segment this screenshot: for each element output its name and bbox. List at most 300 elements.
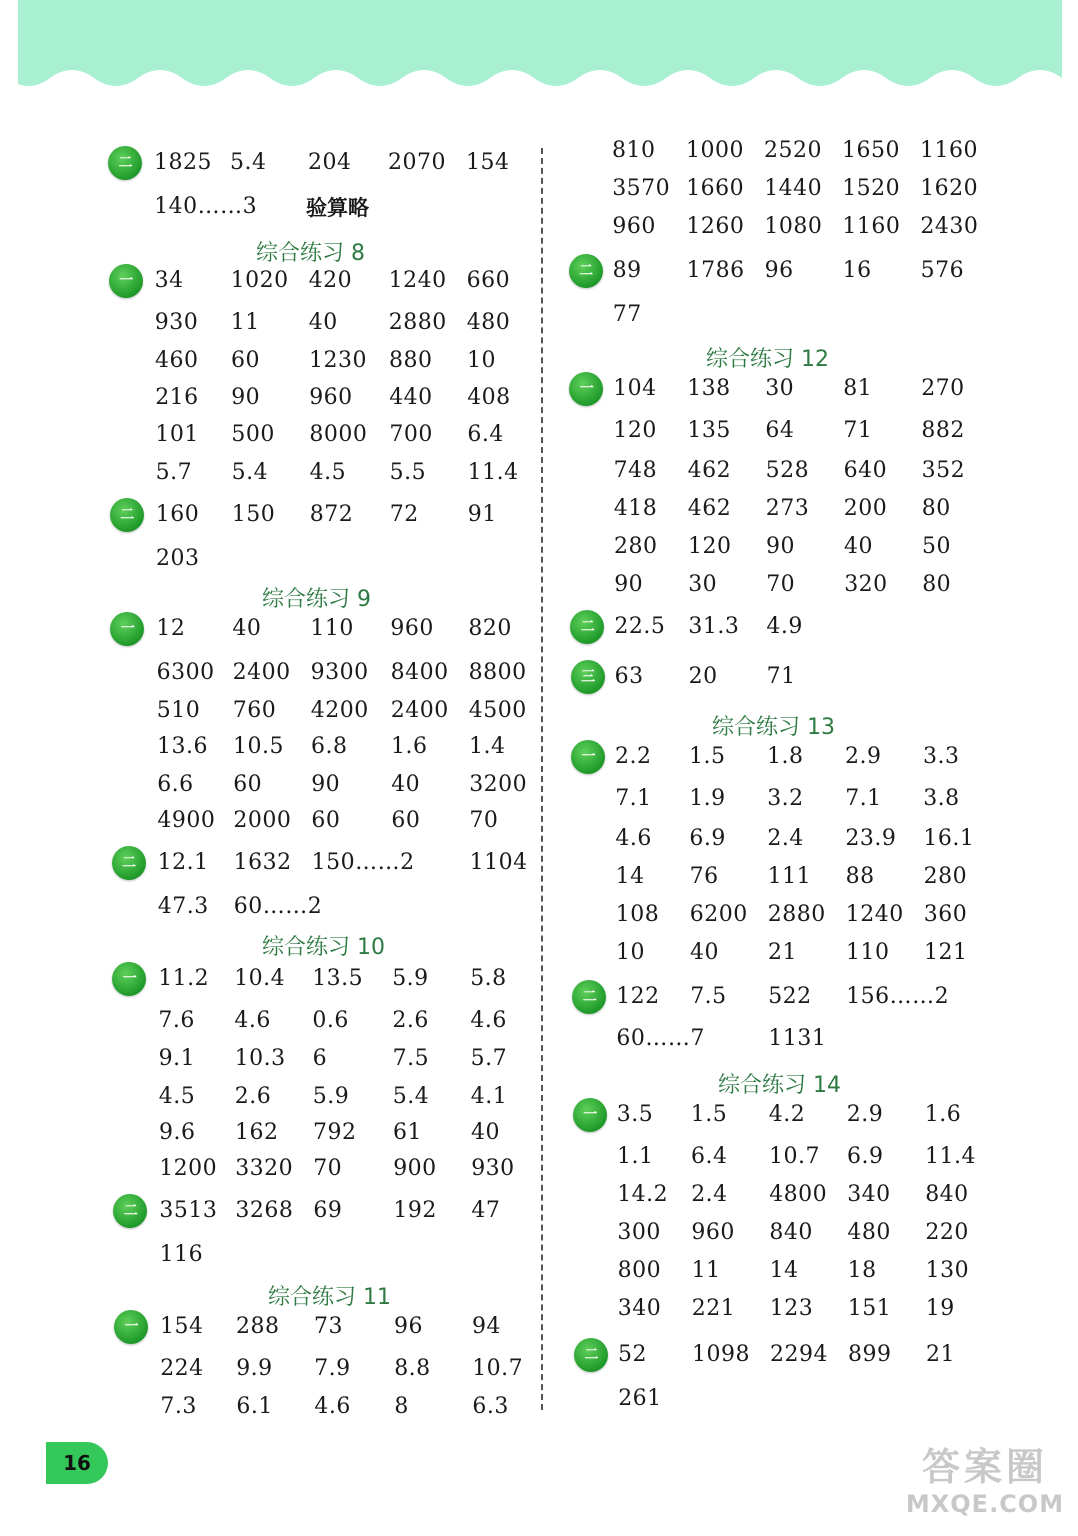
answer-value: 10.7	[769, 1144, 820, 1169]
answer-value: 162	[235, 1120, 279, 1145]
answer-value: 1.6	[391, 734, 428, 759]
answer-value: 72	[389, 502, 419, 527]
question-number-badge	[569, 372, 603, 406]
column-divider	[541, 148, 543, 1410]
answer-value: 5.4	[231, 460, 269, 485]
answer-value: 1786	[686, 258, 745, 283]
answer-value: 64	[765, 418, 795, 443]
verification-note: 验算略	[306, 196, 369, 220]
answer-value: 3320	[235, 1156, 294, 1181]
answer-value: 510	[156, 698, 201, 723]
answer-value: 640	[843, 458, 888, 483]
answer-value: 60……7	[616, 1026, 705, 1051]
answer-value: 10	[467, 348, 496, 373]
answer-value: 7.3	[160, 1394, 197, 1419]
badge-label: 一	[124, 1319, 138, 1335]
answer-value: 480	[466, 310, 511, 335]
question-number-badge	[572, 980, 606, 1014]
badge-label: 二	[579, 263, 593, 279]
answer-value: 60……2	[233, 894, 323, 919]
answer-value: 120	[688, 534, 732, 559]
answer-value: 11	[691, 1258, 721, 1283]
answer-value: 960	[691, 1220, 735, 1245]
answer-value: 116	[159, 1242, 204, 1267]
answer-value: 1160	[842, 214, 901, 239]
answer-value: 10.4	[234, 966, 286, 991]
question-number-badge	[113, 1194, 147, 1228]
answer-value: 50	[922, 534, 951, 559]
answer-value: 204	[308, 150, 352, 175]
answer-value: 5.7	[155, 460, 193, 485]
answer-value: 576	[920, 258, 965, 283]
answer-value: 5.5	[389, 460, 427, 485]
answer-value: 1131	[768, 1026, 827, 1051]
answer-value: 70	[313, 1156, 343, 1181]
answer-value: 80	[922, 572, 952, 597]
answer-value: 16.1	[923, 826, 975, 851]
answer-value: 3513	[159, 1198, 218, 1223]
answer-value: 2880	[767, 902, 826, 927]
answer-value: 352	[921, 458, 966, 483]
answer-value: 1000	[686, 138, 744, 163]
answer-value: 154	[160, 1314, 204, 1339]
answer-value: 1230	[309, 348, 367, 373]
answer-value: 60	[311, 808, 341, 833]
answer-value: 522	[768, 984, 812, 1009]
answer-value: 4.6	[470, 1008, 507, 1033]
answer-value: 9.9	[236, 1356, 273, 1381]
question-number-badge	[110, 498, 144, 532]
answer-value: 1240	[388, 268, 447, 293]
section-title: 综合练习 14	[718, 1073, 841, 1098]
answer-value: 960	[612, 214, 656, 239]
answer-value: 6.9	[689, 826, 726, 851]
answer-value: 138	[687, 376, 731, 401]
answer-value: 1240	[845, 902, 904, 927]
answer-value: 121	[924, 940, 968, 965]
page-number-tab	[46, 1442, 108, 1484]
answer-value: 273	[765, 496, 810, 521]
answer-value: 31.3	[688, 614, 740, 639]
answer-value: 7.6	[158, 1008, 195, 1033]
answer-value: 1104	[469, 850, 528, 875]
page-number: 16	[63, 1451, 91, 1475]
answer-value: 418	[613, 496, 658, 521]
answer-value: 16	[842, 258, 872, 283]
answer-value: 120	[613, 418, 657, 443]
answer-value: 6.4	[467, 422, 504, 447]
answer-value: 960	[309, 385, 353, 410]
answer-value: 77	[612, 302, 642, 327]
answer-value: 1620	[920, 176, 979, 201]
answer-value: 6.6	[157, 772, 194, 797]
answer-value: 89	[612, 258, 642, 283]
answer-value: 6.1	[236, 1394, 273, 1419]
answer-value: 288	[236, 1314, 280, 1339]
answer-value: 1.5	[689, 744, 726, 769]
answer-value: 760	[232, 698, 277, 723]
answer-value: 73	[314, 1314, 343, 1339]
answer-value: 840	[769, 1220, 813, 1245]
answer-value: 52	[618, 1342, 647, 1367]
answer-value: 480	[847, 1220, 891, 1245]
answer-value: 261	[618, 1386, 662, 1411]
answer-value: 108	[615, 902, 660, 927]
section-title: 综合练习 8	[256, 241, 365, 266]
answer-value: 1650	[842, 138, 900, 163]
answer-value: 60	[233, 772, 263, 797]
answer-value: 160	[155, 502, 200, 527]
answer-value: 500	[231, 422, 275, 447]
answer-value: 1020	[230, 268, 289, 293]
answer-value: 23.9	[845, 826, 897, 851]
answer-value: 2.9	[845, 744, 882, 769]
answer-value: 5.4	[392, 1084, 430, 1109]
answer-value: 130	[925, 1258, 970, 1283]
badge-label: 二	[123, 1203, 137, 1219]
answer-value: 2.4	[691, 1182, 728, 1207]
section-title: 综合练习 13	[712, 715, 835, 740]
answer-value: 960	[390, 616, 434, 641]
answer-value: 7.1	[845, 786, 882, 811]
answer-value: 3200	[469, 772, 528, 797]
answer-value: 930	[154, 310, 199, 335]
answer-value: 2070	[388, 150, 446, 175]
answer-value: 1.1	[617, 1144, 654, 1169]
answer-value: 340	[847, 1182, 891, 1207]
question-number-badge	[574, 1338, 608, 1372]
question-number-badge	[571, 660, 605, 694]
answer-value: 9.1	[158, 1046, 196, 1071]
answer-value: 96	[764, 258, 794, 283]
answer-value: 122	[616, 984, 660, 1009]
answer-value: 40	[391, 772, 421, 797]
question-number-badge	[571, 740, 605, 774]
answer-value: 10.7	[472, 1356, 524, 1381]
answer-value: 872	[309, 502, 354, 527]
answer-value: 12	[156, 616, 186, 641]
answer-value: 3.2	[767, 786, 804, 811]
answer-value: 9.6	[159, 1120, 196, 1145]
answer-value: 1660	[686, 176, 745, 201]
answer-value: 123	[769, 1296, 814, 1321]
answer-value: 4.5	[309, 460, 347, 485]
question-number-badge	[570, 610, 604, 644]
answer-value: 1.5	[690, 1102, 728, 1127]
answer-value: 40	[232, 616, 262, 641]
answer-value: 47.3	[157, 894, 209, 919]
answer-value: 3.8	[923, 786, 960, 811]
answer-value: 5.8	[470, 966, 507, 991]
answer-value: 1.9	[689, 786, 726, 811]
answer-value: 6.8	[311, 734, 348, 759]
answer-value: 40	[844, 534, 873, 559]
answer-value: 135	[687, 418, 731, 443]
question-number-badge	[108, 146, 142, 180]
answer-value: 34	[154, 268, 184, 293]
answer-value: 8800	[468, 660, 527, 685]
answer-value: 111	[767, 864, 812, 889]
answer-value: 11	[230, 310, 260, 335]
answer-value: 4.9	[766, 614, 803, 639]
answer-value: 4500	[468, 698, 527, 723]
answer-value: 930	[471, 1156, 515, 1181]
answer-value: 192	[393, 1198, 437, 1223]
question-number-badge	[569, 254, 603, 288]
answer-value: 840	[925, 1182, 969, 1207]
answer-value: 748	[613, 458, 658, 483]
badge-label: 二	[122, 855, 136, 871]
answer-value: 13.6	[157, 734, 208, 759]
answer-value: 6.4	[691, 1144, 728, 1169]
answer-value: 90	[614, 572, 644, 597]
answer-value: 63	[614, 664, 644, 689]
answer-value: 2.2	[615, 744, 652, 769]
badge-label: 二	[118, 155, 132, 171]
answer-value: 420	[308, 268, 353, 293]
answer-value: 71	[766, 664, 796, 689]
section-title: 综合练习 9	[262, 587, 371, 612]
answer-value: 7.5	[392, 1046, 430, 1071]
answer-value: 221	[691, 1296, 736, 1321]
badge-label: 二	[584, 1347, 598, 1363]
answer-value: 6	[312, 1046, 328, 1071]
answer-value: 9300	[310, 660, 369, 685]
answer-value: 90	[231, 385, 261, 410]
answer-value: 820	[468, 616, 512, 641]
answer-value: 800	[617, 1258, 662, 1283]
answer-value: 2294	[770, 1342, 828, 1367]
answer-value: 8000	[309, 422, 368, 447]
answer-value: 19	[925, 1296, 955, 1321]
answer-value: 40	[690, 940, 719, 965]
answer-value: 110	[310, 616, 354, 641]
answer-value: 1.6	[924, 1102, 962, 1127]
answer-value: 80	[921, 496, 951, 521]
answer-value: 104	[613, 376, 657, 401]
answer-value: 7.1	[615, 786, 652, 811]
answer-value: 40	[308, 310, 338, 335]
answer-value: 1.8	[767, 744, 804, 769]
answer-value: 6.9	[847, 1144, 884, 1169]
badge-label: 三	[581, 669, 595, 685]
answer-value: 3268	[235, 1198, 294, 1223]
answer-value: 14	[769, 1258, 799, 1283]
watermark-logo	[900, 1445, 1070, 1530]
answer-value: 220	[925, 1220, 969, 1245]
answer-value: 21	[926, 1342, 955, 1367]
section-title: 综合练习 10	[262, 935, 385, 960]
answer-value: 96	[394, 1314, 423, 1339]
answer-value: 900	[393, 1156, 437, 1181]
answer-value: 14	[615, 864, 645, 889]
badge-label: 一	[119, 273, 133, 289]
answer-value: 11.4	[925, 1144, 976, 1169]
badge-label: 二	[582, 989, 596, 1005]
answer-value: 880	[389, 348, 433, 373]
badge-label: 一	[581, 749, 595, 765]
answer-value: 3570	[612, 176, 671, 201]
answer-value: 14.2	[617, 1182, 669, 1207]
badge-label: 一	[120, 621, 134, 637]
answer-value: 4900	[157, 808, 216, 833]
answer-value: 10	[616, 940, 645, 965]
answer-value: 1825	[154, 150, 212, 175]
answer-value: 1632	[233, 850, 292, 875]
question-number-badge	[114, 1310, 148, 1344]
answer-value: 2400	[232, 660, 291, 685]
answer-value: 528	[765, 458, 810, 483]
answer-value: 90	[766, 534, 795, 559]
question-number-badge	[573, 1098, 607, 1132]
answer-value: 7.9	[314, 1356, 351, 1381]
answer-value: 462	[687, 496, 732, 521]
answer-value: 792	[313, 1120, 357, 1145]
answer-value: 30	[688, 572, 718, 597]
answer-value: 3.5	[616, 1102, 654, 1127]
answer-value: 94	[472, 1314, 501, 1339]
question-number-badge	[112, 846, 146, 880]
answer-value: 18	[847, 1258, 877, 1283]
answer-value: 151	[847, 1296, 892, 1321]
answer-value: 110	[846, 940, 890, 965]
answer-value: 224	[160, 1356, 204, 1381]
answer-value: 440	[389, 385, 433, 410]
answer-value: 4.6	[314, 1394, 351, 1419]
answer-value: 2400	[390, 698, 449, 723]
answer-value: 2880	[388, 310, 447, 335]
answer-value: 20	[688, 664, 718, 689]
answer-value: 13.5	[312, 966, 364, 991]
answer-value: 1160	[920, 138, 978, 163]
answer-value: 700	[389, 422, 433, 447]
answer-value: 462	[687, 458, 732, 483]
badge-label: 一	[579, 381, 593, 397]
answer-value: 4.1	[470, 1084, 508, 1109]
answer-value: 30	[765, 376, 795, 401]
answer-value: 5.9	[392, 966, 429, 991]
question-number-badge	[109, 264, 143, 298]
answer-value: 2.6	[234, 1084, 272, 1109]
answer-value: 11.2	[158, 966, 210, 991]
answer-value: 899	[848, 1342, 892, 1367]
answer-value: 8	[394, 1394, 409, 1419]
answer-value: 47	[471, 1198, 501, 1223]
watermark-url: MXQE.COM	[905, 1490, 1065, 1518]
answer-value: 2.9	[846, 1102, 884, 1127]
answer-value: 11.4	[467, 460, 519, 485]
answer-value: 2.6	[392, 1008, 429, 1033]
answer-value: 1.4	[469, 734, 506, 759]
answer-value: 71	[843, 418, 873, 443]
badge-label: 一	[122, 971, 136, 987]
watermark-text: 答案圈	[921, 1445, 1048, 1489]
answer-value: 60	[231, 348, 260, 373]
answer-value: 2000	[233, 808, 292, 833]
answer-value: 1200	[159, 1156, 218, 1181]
answer-value: 10.5	[233, 734, 284, 759]
answer-value: 660	[466, 268, 511, 293]
answer-value: 3.3	[923, 744, 960, 769]
answer-value: 203	[156, 546, 200, 571]
answer-value: 70	[766, 572, 796, 597]
answer-value: 76	[689, 864, 719, 889]
answer-value: 216	[155, 385, 199, 410]
answer-value: 91	[467, 502, 497, 527]
answer-value: 7.5	[690, 984, 727, 1009]
section-title: 综合练习 11	[268, 1285, 391, 1310]
answer-value: 200	[843, 496, 888, 521]
answer-value: 8400	[390, 660, 449, 685]
answer-value: 69	[313, 1198, 343, 1223]
badge-label: 二	[120, 507, 134, 523]
answer-value: 70	[469, 808, 499, 833]
answer-value: 5.4	[230, 150, 267, 175]
answer-value: 1098	[692, 1342, 750, 1367]
answer-value: 340	[617, 1296, 662, 1321]
answer-value: 1520	[842, 176, 901, 201]
answer-value: 5.9	[312, 1084, 350, 1109]
answer-value: 22.5	[614, 614, 666, 639]
answer-value: 1260	[686, 214, 745, 239]
badge-label: 一	[583, 1107, 597, 1123]
answer-value: 40	[471, 1120, 500, 1145]
badge-label: 二	[580, 619, 594, 635]
answer-value: 300	[617, 1220, 661, 1245]
answer-value: 8.8	[394, 1356, 431, 1381]
answer-value: 21	[768, 940, 797, 965]
answer-value: 5.7	[470, 1046, 508, 1071]
answer-value: 6.3	[472, 1394, 509, 1419]
answer-value: 408	[467, 385, 511, 410]
answer-value: 320	[844, 572, 888, 597]
answer-value: 2.4	[767, 826, 804, 851]
answer-value: 1440	[764, 176, 823, 201]
answer-value: 90	[311, 772, 341, 797]
answer-value: 150……2	[311, 850, 415, 875]
answer-value: 88	[845, 864, 875, 889]
answer-value: 61	[393, 1120, 422, 1145]
answer-value: 280	[923, 864, 968, 889]
section-title: 综合练习 12	[706, 347, 829, 372]
answer-value: 156……2	[846, 984, 950, 1009]
answer-value: 360	[923, 902, 968, 927]
answer-value: 101	[155, 422, 199, 447]
answer-value: 4200	[310, 698, 369, 723]
answer-value: 6200	[689, 902, 748, 927]
answer-value: 0.6	[312, 1008, 349, 1033]
answer-value: 6300	[156, 660, 215, 685]
question-number-badge	[112, 962, 146, 996]
answer-value: 270	[921, 376, 965, 401]
answer-value: 280	[614, 534, 658, 559]
answer-value: 882	[921, 418, 965, 443]
answer-value: 4800	[769, 1182, 828, 1207]
answer-value: 10.3	[234, 1046, 286, 1071]
answer-value: 140……3	[154, 194, 258, 219]
answer-value: 60	[391, 808, 421, 833]
question-number-badge	[110, 612, 144, 646]
answer-value: 12.1	[157, 850, 209, 875]
answer-value: 460	[155, 348, 199, 373]
answer-value: 810	[612, 138, 656, 163]
answer-value: 4.2	[768, 1102, 806, 1127]
answer-value: 4.6	[615, 826, 652, 851]
answer-value: 1080	[764, 214, 823, 239]
answer-value: 4.6	[234, 1008, 271, 1033]
answer-value: 81	[843, 376, 873, 401]
answer-value: 4.5	[158, 1084, 196, 1109]
